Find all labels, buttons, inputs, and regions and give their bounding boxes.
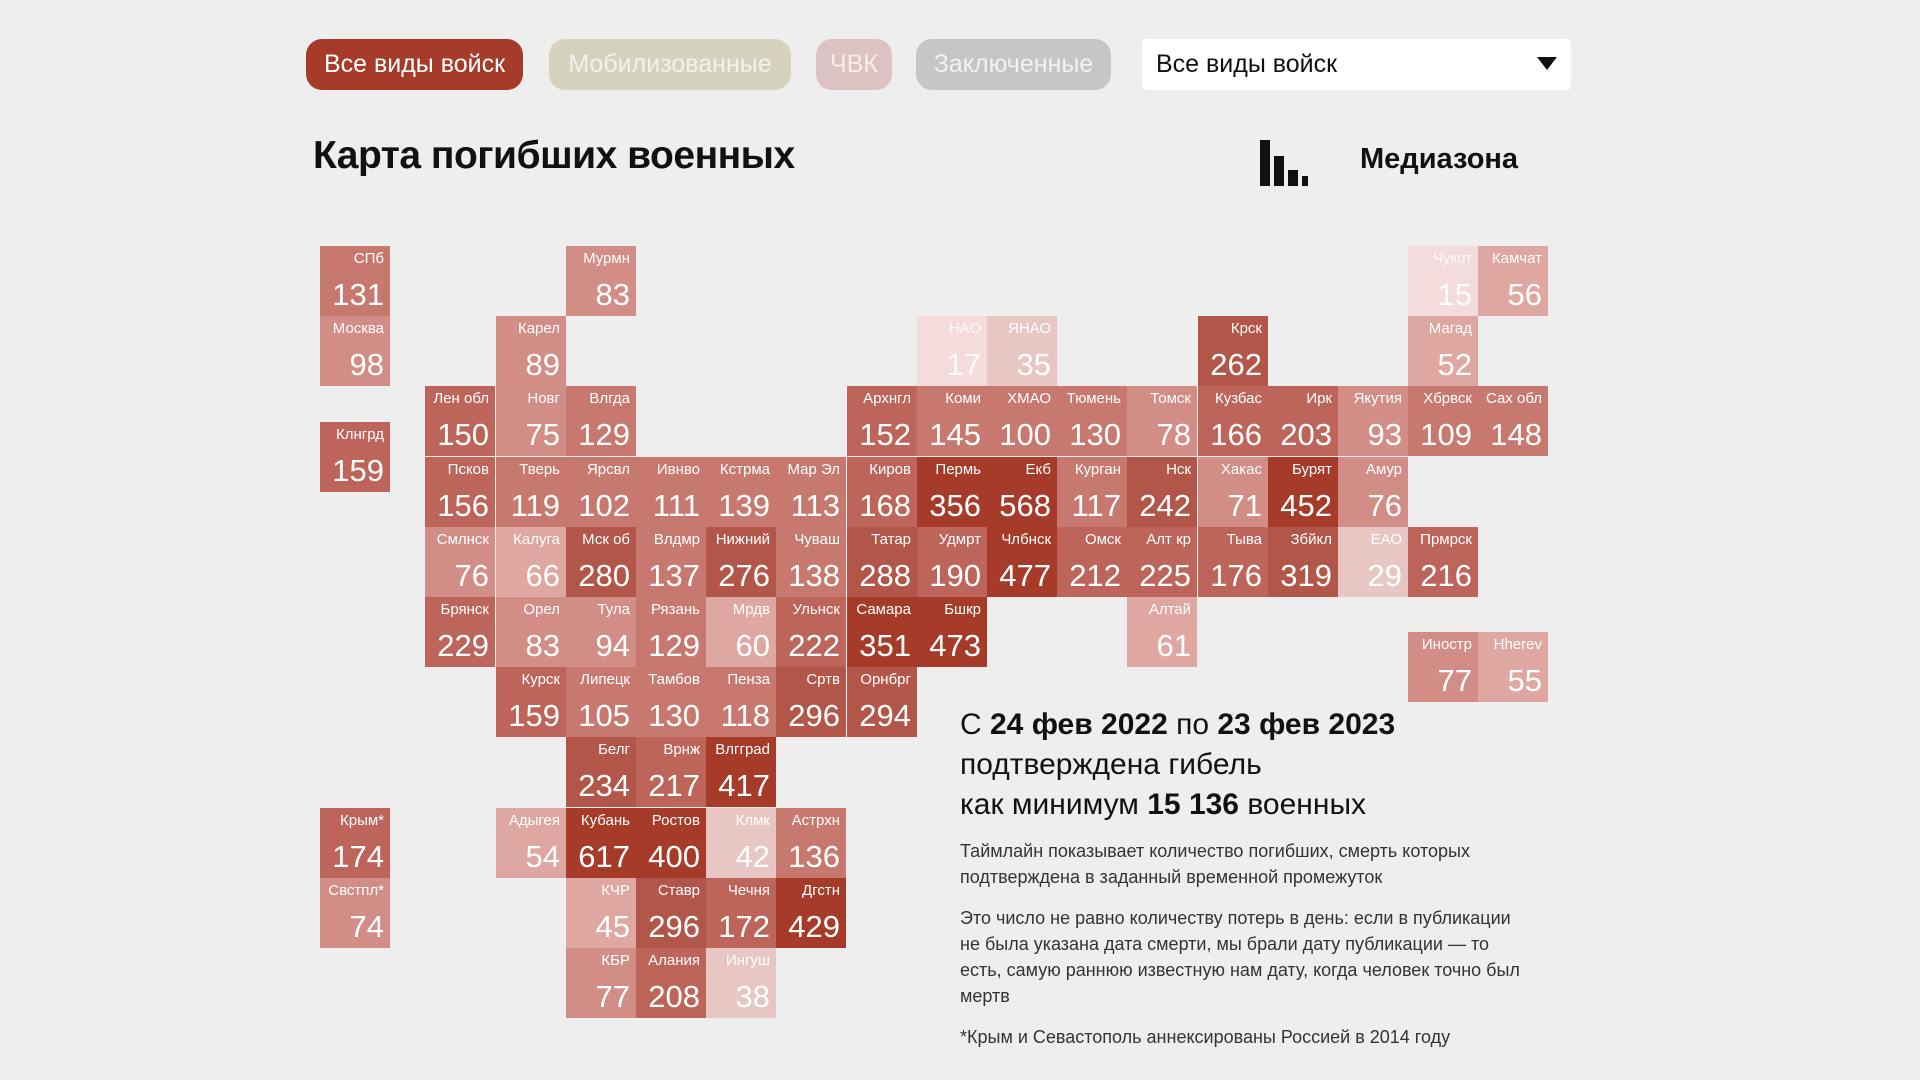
region-count: 109 [1420, 417, 1472, 452]
region-tile[interactable] [1198, 527, 1268, 597]
region-count: 100 [999, 417, 1051, 452]
troop-type-select[interactable] [1142, 39, 1571, 90]
region-count: 35 [1016, 347, 1051, 382]
region-tile[interactable] [706, 808, 776, 878]
region-abbr: Карел [517, 320, 560, 337]
region-count: 212 [1069, 558, 1121, 593]
region-abbr: Рязань [651, 601, 700, 618]
region-abbr: Липецк [580, 671, 630, 688]
region-count: 138 [788, 558, 840, 593]
region-tile[interactable] [917, 316, 987, 386]
region-tile[interactable] [496, 457, 566, 527]
region-tile[interactable] [566, 246, 636, 316]
region-abbr: Удмрт [938, 531, 981, 548]
region-count: 111 [652, 488, 700, 523]
region-abbr: Бшкр [944, 601, 981, 618]
region-abbr: Чечня [727, 882, 770, 899]
region-tile[interactable] [1127, 527, 1197, 597]
region-tile[interactable] [636, 878, 706, 948]
region-abbr: Влгда [589, 390, 630, 407]
region-abbr: Камчат [1491, 250, 1542, 267]
region-count: 190 [929, 558, 981, 593]
region-tile[interactable] [636, 737, 706, 807]
region-count: 78 [1156, 417, 1191, 452]
region-abbr: Крск [1230, 320, 1262, 337]
region-count: 93 [1367, 417, 1402, 452]
region-abbr: Сртв [806, 671, 840, 688]
region-abbr: Пермь [935, 461, 981, 478]
region-tile[interactable] [1338, 527, 1408, 597]
region-abbr: Влдмр [653, 531, 700, 548]
region-tile[interactable] [496, 597, 566, 667]
region-abbr: КБР [601, 952, 630, 969]
region-abbr: Белг [598, 741, 630, 758]
region-tile[interactable] [706, 878, 776, 948]
region-tile[interactable] [847, 457, 917, 527]
region-abbr: Ставр [657, 882, 700, 899]
region-tile[interactable] [706, 948, 776, 1018]
region-tile[interactable] [425, 457, 495, 527]
region-abbr: Сах обл [1485, 390, 1542, 407]
region-tile[interactable] [566, 948, 636, 1018]
region-tile[interactable] [496, 667, 566, 737]
region-abbr: Тула [597, 601, 630, 618]
region-tile[interactable] [706, 667, 776, 737]
summary-line-2: подтверждена гибель [960, 748, 1262, 781]
region-abbr: Омск [1084, 531, 1121, 548]
region-abbr: ХМАО [1007, 390, 1051, 407]
troop-type-select-value: Все виды войск [1156, 50, 1338, 78]
region-abbr: Дгстн [802, 882, 840, 899]
region-tile[interactable] [496, 386, 566, 456]
region-count: 56 [1507, 277, 1542, 312]
region-count: 77 [1437, 663, 1472, 698]
total-deaths: 15 136 [1147, 788, 1239, 821]
region-abbr: Свстпл* [328, 882, 384, 899]
region-count: 216 [1420, 558, 1472, 593]
region-abbr: Хакас [1220, 461, 1262, 478]
region-tile[interactable] [1408, 386, 1478, 456]
region-abbr: Алт кр [1146, 531, 1191, 548]
region-tile[interactable] [706, 597, 776, 667]
region-count: 568 [999, 488, 1051, 523]
region-tile[interactable] [776, 597, 846, 667]
region-abbr: Мрдв [732, 601, 770, 618]
region-count: 276 [718, 558, 770, 593]
region-tile[interactable] [636, 527, 706, 597]
region-abbr: Врнж [663, 741, 700, 758]
region-abbr: Самара [856, 601, 911, 618]
region-tile[interactable] [496, 316, 566, 386]
region-count: 76 [1367, 488, 1402, 523]
region-count: 217 [648, 768, 700, 803]
region-tile[interactable] [706, 737, 776, 807]
region-abbr: Псков [447, 461, 489, 478]
region-tile[interactable] [1198, 457, 1268, 527]
region-abbr: Тюмень [1066, 390, 1121, 407]
region-abbr: Ирк [1306, 390, 1332, 407]
region-tile[interactable] [917, 386, 987, 456]
region-count: 452 [1280, 488, 1332, 523]
region-abbr: Хбрвск [1423, 390, 1472, 407]
region-abbr: Чуваш [794, 531, 840, 548]
chevron-down-icon [1537, 57, 1557, 70]
region-count: 42 [735, 839, 770, 874]
region-abbr: Екб [1025, 461, 1051, 478]
region-count: 113 [790, 488, 840, 523]
region-abbr: Орел [523, 601, 560, 618]
region-count: 119 [510, 488, 560, 523]
region-tile[interactable] [320, 246, 390, 316]
region-tile[interactable] [706, 527, 776, 597]
summary-connector: по [1167, 708, 1218, 741]
region-tile[interactable] [566, 878, 636, 948]
page-title: Карта погибших военных [313, 134, 795, 177]
region-count: 225 [1139, 558, 1191, 593]
region-count: 71 [1227, 488, 1262, 523]
region-tile[interactable] [917, 597, 987, 667]
region-count: 136 [788, 839, 840, 874]
region-abbr: Амур [1365, 461, 1402, 478]
region-count: 473 [929, 628, 981, 663]
region-count: 356 [929, 488, 981, 523]
region-abbr: Клнгрд [336, 426, 384, 443]
region-count: 159 [332, 453, 384, 488]
summary-prefix: С [960, 708, 990, 741]
region-abbr: Тамбов [648, 671, 700, 688]
region-abbr: Татар [871, 531, 911, 548]
region-tile[interactable] [320, 878, 390, 948]
region-tile[interactable] [1338, 457, 1408, 527]
region-tile[interactable] [987, 457, 1057, 527]
region-tile[interactable] [917, 457, 987, 527]
region-abbr: Пенза [727, 671, 770, 688]
region-abbr: КЧР [601, 882, 630, 899]
region-tile[interactable] [636, 808, 706, 878]
region-abbr: Брянск [440, 601, 489, 618]
region-abbr: Нск [1166, 461, 1191, 478]
region-count: 172 [718, 909, 770, 944]
region-tile[interactable] [320, 316, 390, 386]
region-abbr: Бурят [1291, 461, 1332, 478]
region-tile[interactable] [1478, 246, 1548, 316]
region-count: 156 [437, 488, 489, 523]
region-abbr: Иностр [1421, 636, 1472, 653]
region-abbr: Влгграd [715, 741, 770, 758]
region-count: 131 [332, 277, 384, 312]
region-abbr: Кузбас [1214, 390, 1262, 407]
filter-mobilized-button[interactable]: Мобилизованные [549, 39, 791, 90]
region-count: 222 [788, 628, 840, 663]
region-abbr: Курган [1074, 461, 1121, 478]
region-tile[interactable] [566, 597, 636, 667]
region-abbr: Калуга [513, 531, 560, 548]
region-count: 98 [349, 347, 384, 382]
region-tile[interactable] [1268, 457, 1338, 527]
region-count: 174 [332, 839, 384, 874]
region-abbr: Астрхн [791, 812, 840, 829]
region-count: 75 [525, 417, 560, 452]
region-count: 52 [1437, 347, 1472, 382]
region-tile[interactable] [1408, 246, 1478, 316]
region-abbr: Ярсвл [586, 461, 630, 478]
region-count: 168 [859, 488, 911, 523]
region-count: 117 [1071, 488, 1121, 523]
region-tile[interactable] [425, 597, 495, 667]
region-count: 29 [1367, 558, 1402, 593]
region-count: 129 [578, 417, 630, 452]
region-abbr: Прмрск [1420, 531, 1472, 548]
region-tile[interactable] [706, 457, 776, 527]
region-count: 54 [525, 839, 560, 874]
region-tile[interactable] [1127, 597, 1197, 667]
region-abbr: Смлнск [436, 531, 489, 548]
region-abbr: Чукот [1432, 250, 1472, 267]
region-tile[interactable] [987, 386, 1057, 456]
region-abbr: Тыва [1226, 531, 1262, 548]
timeline-note: Таймлайн показывает количество погибших, смерть которых подтверждена в заданный временной промежуток [960, 841, 1470, 887]
region-abbr: Ингуш [725, 952, 770, 969]
region-count: 159 [508, 698, 560, 733]
region-tile[interactable] [847, 667, 917, 737]
region-tile[interactable] [320, 808, 390, 878]
region-tile[interactable] [1057, 386, 1127, 456]
region-count: 262 [1210, 347, 1262, 382]
region-tile[interactable] [566, 737, 636, 807]
region-tile[interactable] [776, 457, 846, 527]
region-tile[interactable] [776, 878, 846, 948]
region-tile[interactable] [776, 808, 846, 878]
region-count: 45 [595, 909, 630, 944]
daily-note: Это число не равно количеству потерь в день: если в публикации не была указана дата смерти, мы брали дату публикации — то есть, самую раннюю известную нам дату, когда человек точно был мертв [960, 908, 1520, 1006]
region-abbr: Крым* [339, 812, 384, 829]
region-count: 137 [648, 558, 700, 593]
region-tile[interactable] [1408, 316, 1478, 386]
region-count: 77 [595, 979, 630, 1014]
region-abbr: Томск [1150, 390, 1191, 407]
region-count: 148 [1490, 417, 1542, 452]
region-tile[interactable] [425, 527, 495, 597]
region-abbr: НАО [948, 320, 981, 337]
region-count: 294 [859, 698, 911, 733]
region-abbr: Курск [521, 671, 560, 688]
region-abbr: Орнбрг [860, 671, 911, 688]
region-count: 208 [648, 979, 700, 1014]
summary-line-3-suffix: военных [1239, 788, 1367, 821]
region-count: 166 [1210, 417, 1262, 452]
region-count: 130 [648, 698, 700, 733]
region-count: 83 [525, 628, 560, 663]
region-abbr: Магад [1428, 320, 1472, 337]
region-abbr: Ростов [651, 812, 700, 829]
region-count: 74 [349, 909, 384, 944]
region-count: 400 [648, 839, 700, 874]
region-count: 280 [578, 558, 630, 593]
region-count: 83 [595, 277, 630, 312]
region-tile[interactable] [1408, 527, 1478, 597]
region-count: 242 [1139, 488, 1191, 523]
logo-text: Медиазона [1360, 143, 1519, 175]
region-tile[interactable] [1338, 386, 1408, 456]
region-count: 429 [788, 909, 840, 944]
region-abbr: Алания [648, 952, 700, 969]
region-count: 61 [1156, 628, 1191, 663]
filter-pmc-button[interactable]: ЧВК [816, 39, 892, 90]
region-count: 89 [525, 347, 560, 382]
region-count: 234 [578, 768, 630, 803]
region-tile[interactable] [636, 457, 706, 527]
region-tile[interactable] [425, 386, 495, 456]
region-count: 319 [1280, 558, 1332, 593]
region-count: 139 [718, 488, 770, 523]
region-abbr: Алтай [1148, 601, 1191, 618]
region-count: 145 [929, 417, 981, 452]
region-abbr: Члбнск [1001, 531, 1051, 548]
region-count: 38 [735, 979, 770, 1014]
region-tile[interactable] [987, 527, 1057, 597]
region-tile[interactable] [1268, 386, 1338, 456]
region-count: 203 [1280, 417, 1332, 452]
region-abbr: Адыгея [508, 812, 560, 829]
region-tile[interactable] [1057, 527, 1127, 597]
region-abbr: Мурмн [583, 250, 630, 267]
region-tile[interactable] [847, 597, 917, 667]
region-abbr: Нherev [1493, 636, 1542, 653]
region-tile[interactable] [776, 527, 846, 597]
region-count: 55 [1507, 663, 1542, 698]
filter-all-troops-button[interactable]: Все виды войск [306, 39, 523, 90]
region-tile[interactable] [917, 527, 987, 597]
region-count: 351 [859, 628, 911, 663]
region-tile[interactable] [320, 422, 390, 492]
region-count: 417 [718, 768, 770, 803]
region-abbr: Нижний [715, 531, 770, 548]
region-count: 150 [437, 417, 489, 452]
region-tile[interactable] [1478, 632, 1548, 702]
region-count: 118 [720, 698, 770, 733]
region-count: 105 [578, 698, 630, 733]
region-abbr: ЯНАО [1007, 320, 1051, 337]
region-abbr: Клмк [735, 812, 770, 829]
region-abbr: Кстрма [719, 461, 770, 478]
filter-prisoners-button[interactable]: Заключенные [916, 39, 1111, 90]
region-count: 60 [735, 628, 770, 663]
region-abbr: Якутия [1353, 390, 1402, 407]
region-tile[interactable] [566, 527, 636, 597]
mediazona-logo-icon [1260, 140, 1308, 186]
region-tile[interactable] [776, 667, 846, 737]
region-tile[interactable] [987, 316, 1057, 386]
region-tile[interactable] [847, 527, 917, 597]
region-abbr: Москва [332, 320, 384, 337]
summary-line-3-prefix: как минимум [960, 788, 1148, 821]
region-tile[interactable] [636, 948, 706, 1018]
date-to: 23 фев 2023 [1217, 708, 1396, 741]
date-from: 24 фев 2022 [990, 708, 1168, 741]
region-count: 130 [1069, 417, 1121, 452]
region-abbr: Киров [869, 461, 911, 478]
region-abbr: Коми [945, 390, 981, 407]
region-count: 15 [1437, 277, 1472, 312]
region-abbr: Архнгл [863, 390, 911, 407]
region-tile[interactable] [496, 527, 566, 597]
region-count: 76 [454, 558, 489, 593]
region-tile[interactable] [566, 667, 636, 737]
region-tile[interactable] [566, 457, 636, 527]
region-tile[interactable] [1198, 316, 1268, 386]
region-count: 477 [999, 558, 1051, 593]
region-count: 102 [578, 488, 630, 523]
region-tile[interactable] [496, 808, 566, 878]
region-count: 617 [578, 839, 630, 874]
region-abbr: ЕАО [1370, 531, 1402, 548]
region-abbr: Новг [527, 390, 560, 407]
region-abbr: Ивнво [656, 461, 700, 478]
region-count: 296 [648, 909, 700, 944]
region-count: 152 [859, 417, 911, 452]
region-abbr: Тверь [519, 461, 560, 478]
region-abbr: Лен обл [433, 390, 489, 407]
region-count: 66 [525, 558, 560, 593]
region-tile[interactable] [1127, 457, 1197, 527]
region-count: 296 [788, 698, 840, 733]
region-abbr: Мар Эл [787, 461, 840, 478]
region-abbr: Кубань [580, 812, 630, 829]
region-tile[interactable] [566, 386, 636, 456]
region-tile[interactable] [1408, 632, 1478, 702]
footnote: *Крым и Севастополь аннексированы Россией в 2014 году [960, 1027, 1451, 1047]
region-tile[interactable] [636, 667, 706, 737]
region-tile[interactable] [1057, 457, 1127, 527]
region-tile[interactable] [847, 386, 917, 456]
region-tile[interactable] [636, 597, 706, 667]
summary-text [960, 705, 1520, 825]
region-count: 176 [1210, 558, 1262, 593]
region-abbr: СПб [353, 250, 384, 267]
region-abbr: Ульнск [792, 601, 840, 618]
region-count: 17 [946, 347, 981, 382]
region-tile[interactable] [1198, 386, 1268, 456]
region-count: 129 [648, 628, 700, 663]
region-tile[interactable] [1127, 386, 1197, 456]
region-tile[interactable] [1268, 527, 1338, 597]
region-tile[interactable] [1478, 386, 1548, 456]
region-count: 94 [595, 628, 630, 663]
region-count: 288 [859, 558, 911, 593]
region-count: 229 [437, 628, 489, 663]
region-abbr: Збйкл [1290, 531, 1332, 548]
region-tile[interactable] [566, 808, 636, 878]
region-abbr: Мск об [582, 531, 630, 548]
